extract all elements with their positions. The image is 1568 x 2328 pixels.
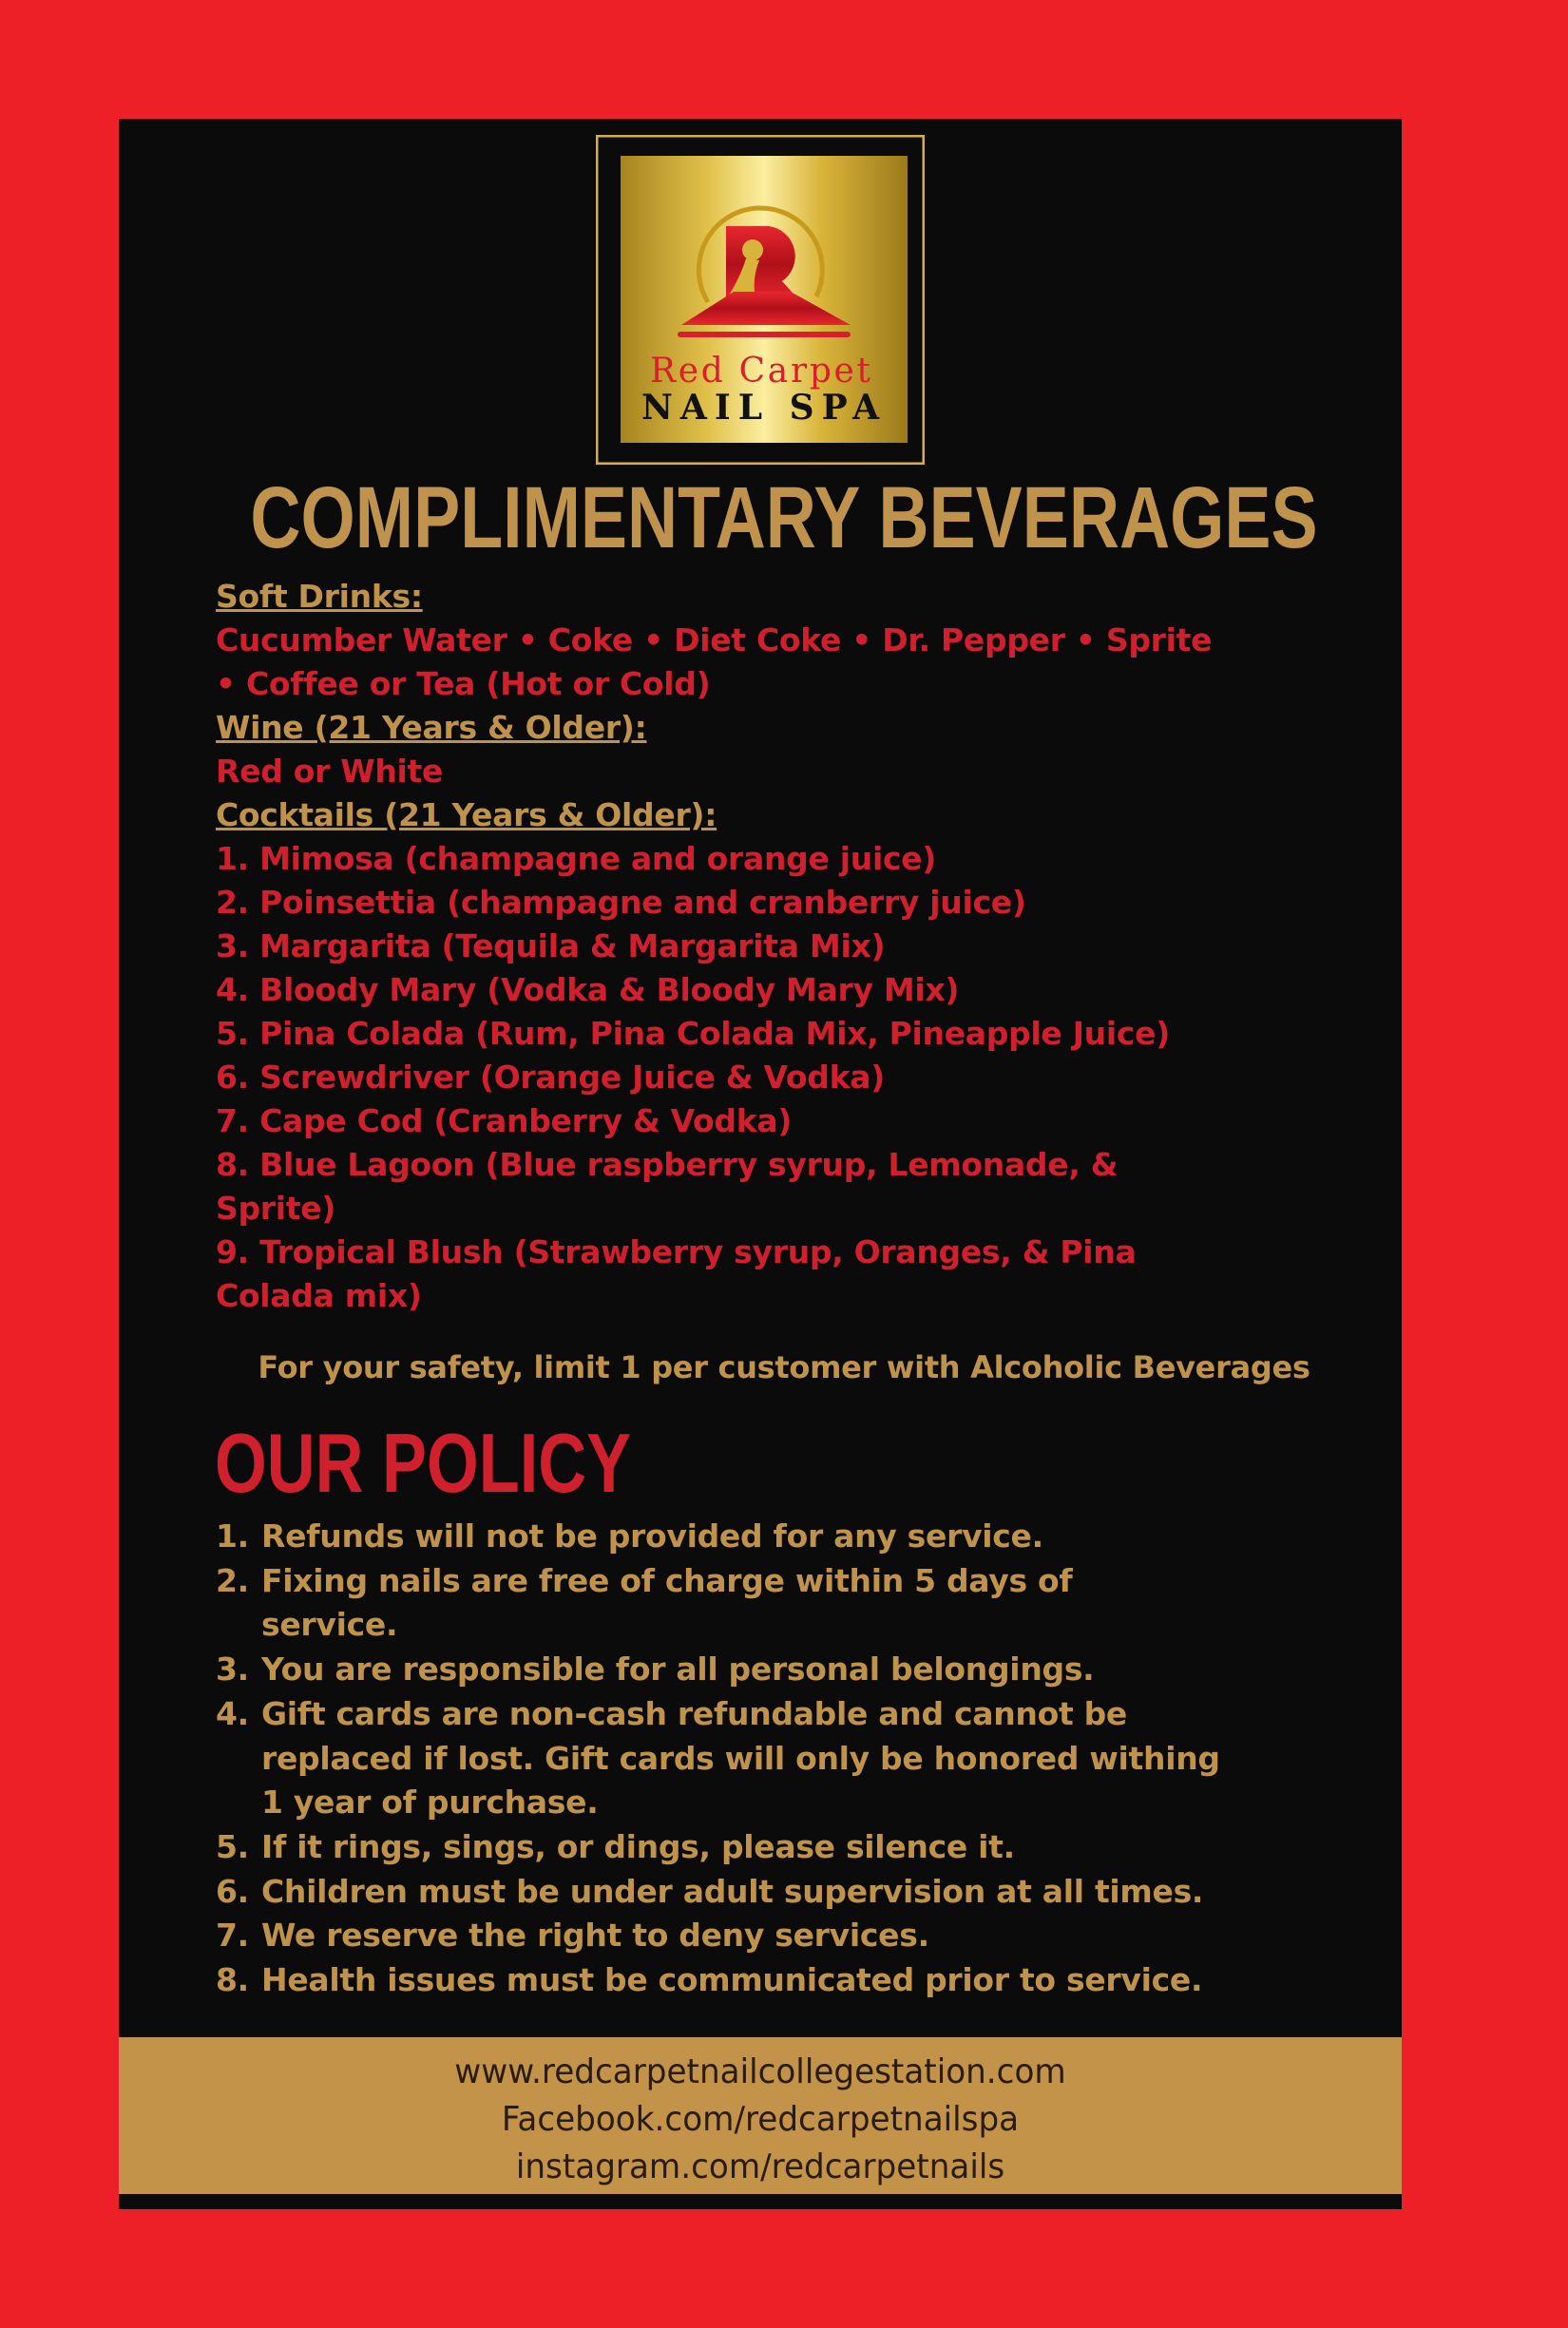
cocktail-item: 5. Pina Colada (Rum, Pina Colada Mix, Pineapple Juice) [216, 1015, 1171, 1052]
policy-title [215, 1416, 736, 1510]
policy-item [216, 1870, 1356, 1915]
policy-item [216, 1692, 1356, 1825]
red-carpet-logo [596, 135, 925, 465]
footer-links [119, 2037, 1402, 2194]
policy-item [216, 1825, 1356, 1870]
cocktail-item: 8. Blue Lagoon (Blue raspberry syrup, Lemonade, & [216, 1146, 1119, 1183]
wine-header: Wine (21 Years & Older): [216, 709, 647, 746]
instagram-link[interactable]: instagram.com/redcarpetnails [515, 2147, 1005, 2186]
policy-number: 5. [216, 1827, 249, 1865]
logo-line1: Red Carpet [650, 352, 870, 391]
cocktail-item: 4. Bloody Mary (Vodka & Bloody Mary Mix) [216, 971, 960, 1008]
policy-text: Children must be under adult supervision at all times. [261, 1872, 1204, 1910]
policy-text: You are responsible for all personal belongings. [261, 1651, 1095, 1689]
beverages-section [216, 575, 1356, 1318]
policy-number: 4. [216, 1694, 249, 1732]
soft-drinks-header: Soft Drinks: [216, 578, 423, 615]
policy-text: We reserve the right to deny services. [261, 1917, 929, 1955]
policy-list [216, 1515, 1356, 2003]
cocktail-item: 7. Cape Cod (Cranberry & Vodka) [216, 1102, 793, 1139]
website-link[interactable]: www.redcarpetnailcollegestation.com [454, 2052, 1066, 2091]
policy-number: 8. [216, 1961, 249, 1999]
cocktails-header: Cocktails (21 Years & Older): [216, 796, 717, 833]
policy-item [216, 1515, 1356, 1559]
facebook-link[interactable]: Facebook.com/redcarpetnailspa [501, 2100, 1020, 2139]
cocktail-item: Sprite) [216, 1190, 336, 1227]
policy-text: Refunds will not be provided for any service. [261, 1517, 1043, 1555]
cocktail-item: 9. Tropical Blush (Strawberry syrup, Oranges, & Pina [216, 1233, 1137, 1270]
policy-text: Gift cards are non-cash refundable and cannot be replaced if lost. Gift cards will only be honored withing 1 year of purchase. [261, 1694, 1220, 1822]
cocktail-item: Colada mix) [216, 1277, 422, 1314]
soft-drinks-line: Cucumber Water • Coke • Diet Coke • Dr. Pepper • Sprite [216, 621, 1213, 658]
policy-text: Fixing nails are free of charge within 5 days of service. [261, 1561, 1073, 1644]
cocktail-item: 6. Screwdriver (Orange Juice & Vodka) [216, 1059, 885, 1096]
logo-line2: NAIL SPA [641, 388, 879, 428]
policy-text: Health issues must be communicated prior to service. [261, 1961, 1203, 1999]
soft-drinks-line: • Coffee or Tea (Hot or Cold) [216, 665, 711, 702]
policy-number: 3. [216, 1651, 249, 1689]
policy-text: If it rings, sings, or dings, please silence it. [261, 1827, 1015, 1865]
safety-note: For your safety, limit 1 per customer with Alcoholic Beverages [258, 1349, 1310, 1385]
policy-item [216, 1958, 1356, 2003]
policy-item [216, 1914, 1356, 1958]
wine-options: Red or White [216, 753, 444, 790]
policy-number: 6. [216, 1872, 249, 1910]
policy-number: 2. [216, 1561, 249, 1599]
policy-number: 7. [216, 1917, 249, 1955]
policy-item [216, 1559, 1356, 1648]
policy-item [216, 1648, 1356, 1692]
policy-title-text: OUR POLICY [215, 1416, 632, 1510]
cocktail-item: 3. Margarita (Tequila & Margarita Mix) [216, 927, 886, 964]
page-title-text: COMPLIMENTARY BEVERAGES [250, 469, 1318, 566]
policy-number: 1. [216, 1517, 249, 1555]
cocktail-item: 1. Mimosa (champagne and orange juice) [216, 840, 937, 877]
cocktail-item: 2. Poinsettia (champagne and cranberry juice) [216, 884, 1026, 921]
page-title [0, 470, 1568, 565]
